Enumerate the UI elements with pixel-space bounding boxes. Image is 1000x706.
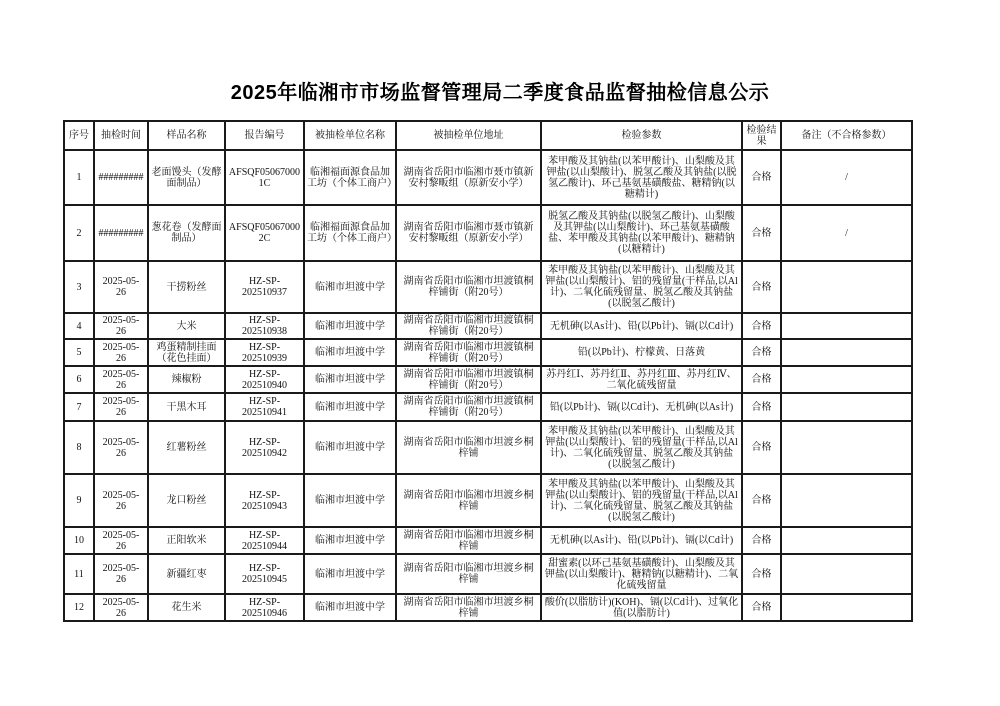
serial-cell: 4 (64, 313, 94, 339)
result-cell: 合格 (742, 421, 781, 474)
unit-name-cell: 临湘市坦渡中学 (304, 366, 396, 393)
unit-address-cell: 湖南省岳阳市临湘市坦渡镇桐梓铺街（附20号） (396, 339, 541, 366)
sample-time-cell: 2025-05- 26 (94, 421, 148, 474)
sample-time-cell: 2025-05- 26 (94, 527, 148, 554)
serial-cell: 12 (64, 594, 94, 621)
serial-cell: 2 (64, 205, 94, 261)
column-header-result: 检验结果 (742, 121, 781, 150)
sample-name-cell: 干捞粉丝 (148, 261, 225, 313)
remarks-cell (781, 554, 912, 594)
serial-cell: 1 (64, 150, 94, 205)
sample-time-cell: 2025-05- 26 (94, 474, 148, 527)
parameters-cell: 无机砷(以As计)、铅(以Pb计)、镉(以Cd计) (541, 527, 742, 554)
remarks-cell (781, 313, 912, 339)
report-no-cell: AFSQF050670002C (225, 205, 304, 261)
sample-name-cell: 龙口粉丝 (148, 474, 225, 527)
table-header (64, 121, 912, 150)
report-no-cell: HZ-SP-202510945 (225, 554, 304, 594)
result-cell: 合格 (742, 554, 781, 594)
sample-name-cell: 鸡蛋精制挂面（花色挂面） (148, 339, 225, 366)
unit-name-cell: 临湘市坦渡中学 (304, 527, 396, 554)
table-row (64, 261, 912, 313)
unit-address-cell: 湖南省岳阳市临湘市聂市镇新安村黎畈组（原新安小学） (396, 205, 541, 261)
serial-cell: 9 (64, 474, 94, 527)
sample-name-cell: 正阳软米 (148, 527, 225, 554)
parameters-cell: 苯甲酸及其钠盐(以苯甲酸计)、山梨酸及其钾盐(以山梨酸计)、铝的残留量(干样品,以Al计)、二氧化硫残留量、脱氢乙酸及其钠盐(以脱氢乙酸计) (541, 261, 742, 313)
table-row (64, 205, 912, 261)
column-header-serial: 序号 (64, 121, 94, 150)
table-body (64, 150, 912, 621)
sample-name-cell: 大米 (148, 313, 225, 339)
sample-time-cell: ######### (94, 150, 148, 205)
column-header-parameters: 检验参数 (541, 121, 742, 150)
result-cell: 合格 (742, 366, 781, 393)
header-row (64, 121, 912, 150)
report-no-cell: HZ-SP-202510946 (225, 594, 304, 621)
unit-name-cell: 临湘市坦渡中学 (304, 313, 396, 339)
sample-time-cell: 2025-05- 26 (94, 594, 148, 621)
sample-name-cell: 红薯粉丝 (148, 421, 225, 474)
result-cell: 合格 (742, 205, 781, 261)
column-header-sample-name: 样品名称 (148, 121, 225, 150)
parameters-cell: 铅(以Pb计)、镉(以Cd计)、无机砷(以As计) (541, 393, 742, 421)
table-row (64, 313, 912, 339)
unit-name-cell: 临湘福面源食品加工坊（个体工商户） (304, 150, 396, 205)
result-cell: 合格 (742, 150, 781, 205)
sample-time-cell: 2025-05- 26 (94, 339, 148, 366)
remarks-cell: / (781, 150, 912, 205)
table-row (64, 554, 912, 594)
result-cell: 合格 (742, 474, 781, 527)
unit-address-cell: 湖南省岳阳市临湘市坦渡镇桐梓铺街（附20号） (396, 313, 541, 339)
report-no-cell: HZ-SP-202510943 (225, 474, 304, 527)
parameters-cell: 苯甲酸及其钠盐(以苯甲酸计)、山梨酸及其钾盐(以山梨酸计)、铝的残留量(干样品,以Al计)、二氧化硫残留量、脱氢乙酸及其钠盐(以脱氢乙酸计) (541, 474, 742, 527)
sample-time-cell: 2025-05- 26 (94, 313, 148, 339)
result-cell: 合格 (742, 527, 781, 554)
unit-address-cell: 湖南省岳阳市临湘市坦渡镇桐梓铺街（附20号） (396, 393, 541, 421)
sample-name-cell: 老面馒头（发酵面制品） (148, 150, 225, 205)
serial-cell: 3 (64, 261, 94, 313)
sample-name-cell: 新疆红枣 (148, 554, 225, 594)
remarks-cell (781, 261, 912, 313)
remarks-cell (781, 339, 912, 366)
remarks-cell (781, 421, 912, 474)
unit-address-cell: 湖南省岳阳市临湘市坦渡镇桐梓铺街（附20号） (396, 261, 541, 313)
report-no-cell: HZ-SP-202510937 (225, 261, 304, 313)
remarks-cell (781, 366, 912, 393)
unit-address-cell: 湖南省岳阳市临湘市聂市镇新安村黎畈组（原新安小学） (396, 150, 541, 205)
parameters-cell: 苯甲酸及其钠盐(以苯甲酸计)、山梨酸及其钾盐(以山梨酸计)、铝的残留量(干样品,以Al计)、二氧化硫残留量、脱氢乙酸及其钠盐(以脱氢乙酸计) (541, 421, 742, 474)
column-header-remarks: 备注（不合格参数） (781, 121, 912, 150)
sample-time-cell: 2025-05- 26 (94, 554, 148, 594)
serial-cell: 8 (64, 421, 94, 474)
sample-name-cell: 干黑木耳 (148, 393, 225, 421)
table-row (64, 339, 912, 366)
unit-name-cell: 临湘福面源食品加工坊（个体工商户） (304, 205, 396, 261)
unit-name-cell: 临湘市坦渡中学 (304, 594, 396, 621)
inspection-table (63, 120, 913, 622)
table-row (64, 150, 912, 205)
result-cell: 合格 (742, 339, 781, 366)
report-no-cell: AFSQF050670001C (225, 150, 304, 205)
column-header-sample-time: 抽检时间 (94, 121, 148, 150)
remarks-cell (781, 393, 912, 421)
serial-cell: 10 (64, 527, 94, 554)
unit-address-cell: 湖南省岳阳市临湘市坦渡乡桐梓铺 (396, 594, 541, 621)
table-row (64, 474, 912, 527)
unit-name-cell: 临湘市坦渡中学 (304, 261, 396, 313)
parameters-cell: 脱氢乙酸及其钠盐(以脱氢乙酸计)、山梨酸及其钾盐(以山梨酸计)、环己基氨基磺酸盐、苯甲酸及其钠盐(以苯甲酸计)、糖精钠(以糖精计) (541, 205, 742, 261)
table-row (64, 366, 912, 393)
parameters-cell: 酸价(以脂肪计)(KOH)、镉(以Cd计)、过氧化值(以脂肪计) (541, 594, 742, 621)
table-row (64, 527, 912, 554)
remarks-cell (781, 474, 912, 527)
serial-cell: 11 (64, 554, 94, 594)
sample-name-cell: 花生米 (148, 594, 225, 621)
sample-time-cell: 2025-05- 26 (94, 261, 148, 313)
sample-time-cell: 2025-05- 26 (94, 393, 148, 421)
unit-address-cell: 湖南省岳阳市临湘市坦渡乡桐梓铺 (396, 421, 541, 474)
parameters-cell: 苏丹红Ⅰ、苏丹红Ⅱ、苏丹红Ⅲ、苏丹红Ⅳ、二氧化硫残留量 (541, 366, 742, 393)
unit-address-cell: 湖南省岳阳市临湘市坦渡乡桐梓铺 (396, 527, 541, 554)
parameters-cell: 无机砷(以As计)、铅(以Pb计)、镉(以Cd计) (541, 313, 742, 339)
sample-time-cell: 2025-05- 26 (94, 366, 148, 393)
sample-time-cell: ######### (94, 205, 148, 261)
report-no-cell: HZ-SP-202510939 (225, 339, 304, 366)
parameters-cell: 苯甲酸及其钠盐(以苯甲酸计)、山梨酸及其钾盐(以山梨酸计)、脱氢乙酸及其钠盐(以脱氢乙酸计)、环己基氨基磺酸盐、糖精钠(以糖精计) (541, 150, 742, 205)
parameters-cell: 甜蜜素(以环己基氨基磺酸计)、山梨酸及其钾盐(以山梨酸计)、糖精钠(以糖精计)、二氧化硫残留量 (541, 554, 742, 594)
report-no-cell: HZ-SP-202510944 (225, 527, 304, 554)
column-header-unit-name: 被抽检单位名称 (304, 121, 396, 150)
unit-name-cell: 临湘市坦渡中学 (304, 421, 396, 474)
table-row (64, 393, 912, 421)
table-row (64, 594, 912, 621)
parameters-cell: 铅(以Pb计)、柠檬黄、日落黄 (541, 339, 742, 366)
remarks-cell (781, 527, 912, 554)
column-header-report-no: 报告编号 (225, 121, 304, 150)
sample-name-cell: 葱花卷（发酵面制品） (148, 205, 225, 261)
report-no-cell: HZ-SP-202510942 (225, 421, 304, 474)
remarks-cell: / (781, 205, 912, 261)
report-no-cell: HZ-SP-202510938 (225, 313, 304, 339)
page-title: 2025年临湘市市场监督管理局二季度食品监督抽检信息公示 (230, 82, 770, 104)
sample-name-cell: 辣椒粉 (148, 366, 225, 393)
result-cell: 合格 (742, 261, 781, 313)
unit-name-cell: 临湘市坦渡中学 (304, 339, 396, 366)
unit-address-cell: 湖南省岳阳市临湘市坦渡镇桐梓铺街（附20号） (396, 366, 541, 393)
table-row (64, 421, 912, 474)
result-cell: 合格 (742, 313, 781, 339)
remarks-cell (781, 594, 912, 621)
unit-name-cell: 临湘市坦渡中学 (304, 474, 396, 527)
serial-cell: 7 (64, 393, 94, 421)
unit-address-cell: 湖南省岳阳市临湘市坦渡乡桐梓铺 (396, 554, 541, 594)
result-cell: 合格 (742, 393, 781, 421)
serial-cell: 6 (64, 366, 94, 393)
unit-name-cell: 临湘市坦渡中学 (304, 393, 396, 421)
column-header-unit-address: 被抽检单位地址 (396, 121, 541, 150)
serial-cell: 5 (64, 339, 94, 366)
report-no-cell: HZ-SP-202510941 (225, 393, 304, 421)
unit-address-cell: 湖南省岳阳市临湘市坦渡乡桐梓铺 (396, 474, 541, 527)
report-no-cell: HZ-SP-202510940 (225, 366, 304, 393)
result-cell: 合格 (742, 594, 781, 621)
unit-name-cell: 临湘市坦渡中学 (304, 554, 396, 594)
